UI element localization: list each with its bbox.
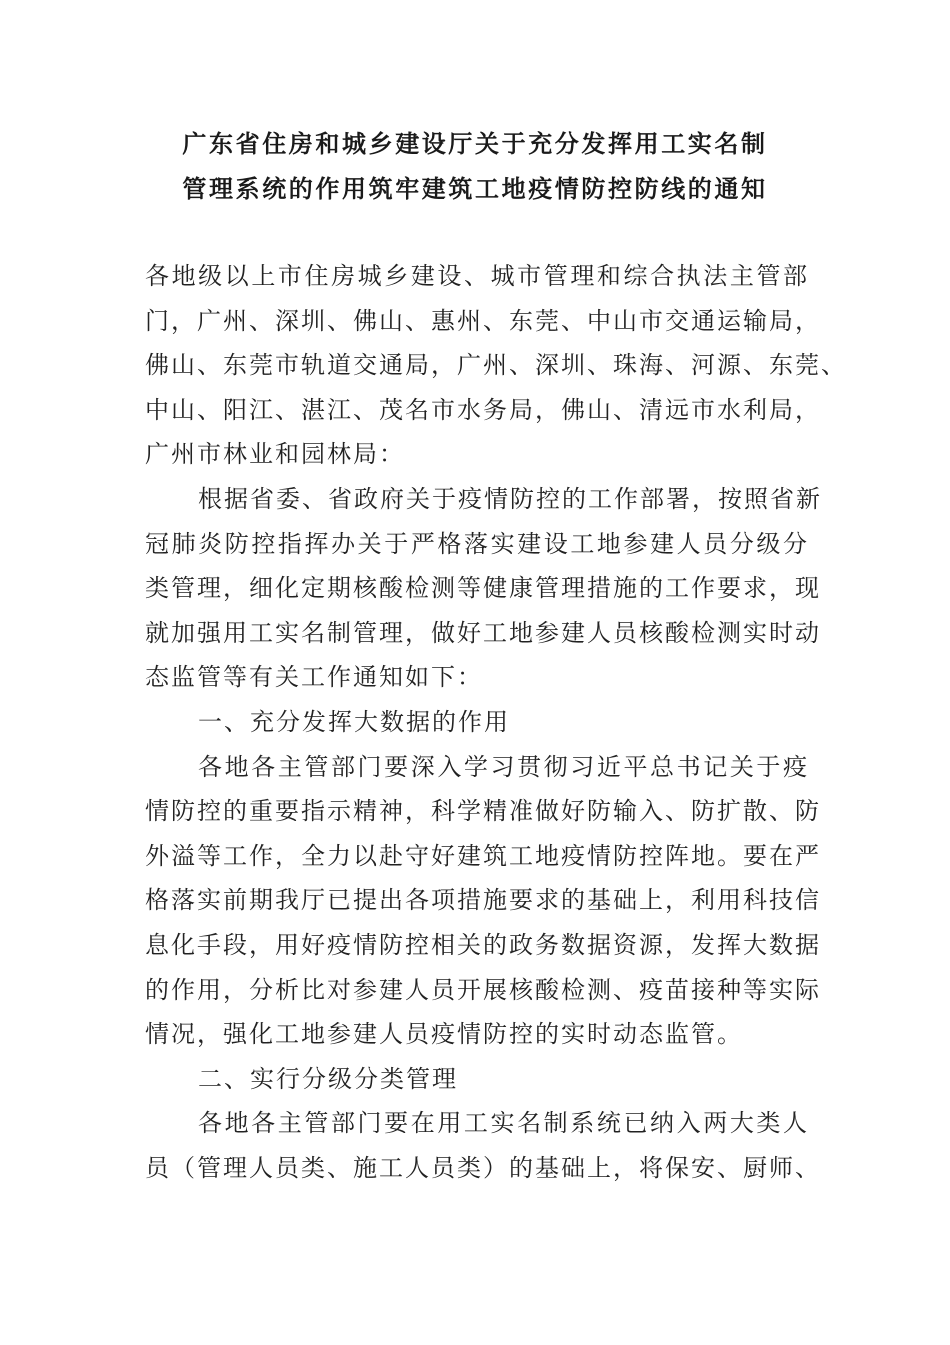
text-line: 就加强用工实名制管理，做好工地参建人员核酸检测实时动 xyxy=(145,618,821,647)
paragraph xyxy=(145,477,822,700)
text-line: 外溢等工作，全力以赴守好建筑工地疫情防控阵地。要在严 xyxy=(145,841,821,870)
paragraph xyxy=(145,700,809,745)
text-line: 情防控的重要指示精神，科学精准做好防输入、防扩散、防 xyxy=(145,797,821,826)
paragraph xyxy=(145,1101,821,1190)
text-line: 冠肺炎防控指挥办关于严格落实建设工地参建人员分级分 xyxy=(145,529,809,558)
text-line: 二、实行分级分类管理 xyxy=(198,1064,458,1093)
text-line: 息化手段，用好疫情防控相关的政务数据资源，发挥大数据 xyxy=(145,930,821,959)
text-line: 情况，强化工地参建人员疫情防控的实时动态监管。 xyxy=(145,1020,743,1049)
text-line: 态监管等有关工作通知如下： xyxy=(145,663,483,692)
text-line: 类管理，细化定期核酸检测等健康管理措施的工作要求，现 xyxy=(145,574,821,603)
text-line: 一、充分发挥大数据的作用 xyxy=(198,707,510,736)
title-line: 广东省住房和城乡建设厅关于充分发挥用工实名制 xyxy=(182,130,768,158)
text-line: 各地各主管部门要深入学习贯彻习近平总书记关于疫 xyxy=(198,752,809,781)
text-line: 佛山、东莞市轨道交通局，广州、深圳、珠海、河源、东莞、 xyxy=(145,351,847,380)
paragraph xyxy=(145,1057,809,1102)
text-line: 的作用，分析比对参建人员开展核酸检测、疫苗接种等实际 xyxy=(145,975,821,1004)
document-body xyxy=(145,254,847,1190)
paragraph xyxy=(145,745,821,1057)
text-line: 根据省委、省政府关于疫情防控的工作部署，按照省新 xyxy=(198,484,822,513)
text-line: 格落实前期我厅已提出各项措施要求的基础上，利用科技信 xyxy=(145,886,821,915)
title-line: 管理系统的作用筑牢建筑工地疫情防控防线的通知 xyxy=(182,175,768,203)
text-line: 员（管理人员类、施工人员类）的基础上，将保安、厨师、 xyxy=(145,1153,821,1182)
text-line: 中山、阳江、湛江、茂名市水务局，佛山、清远市水利局， xyxy=(145,395,821,424)
document-title xyxy=(0,122,950,212)
text-line: 广州市林业和园林局： xyxy=(145,440,405,469)
paragraph xyxy=(145,254,847,477)
text-line: 各地各主管部门要在用工实名制系统已纳入两大类人 xyxy=(198,1109,809,1138)
text-line: 各地级以上市住房城乡建设、城市管理和综合执法主管部 xyxy=(145,262,809,290)
text-line: 门，广州、深圳、佛山、惠州、东莞、中山市交通运输局， xyxy=(145,306,821,335)
